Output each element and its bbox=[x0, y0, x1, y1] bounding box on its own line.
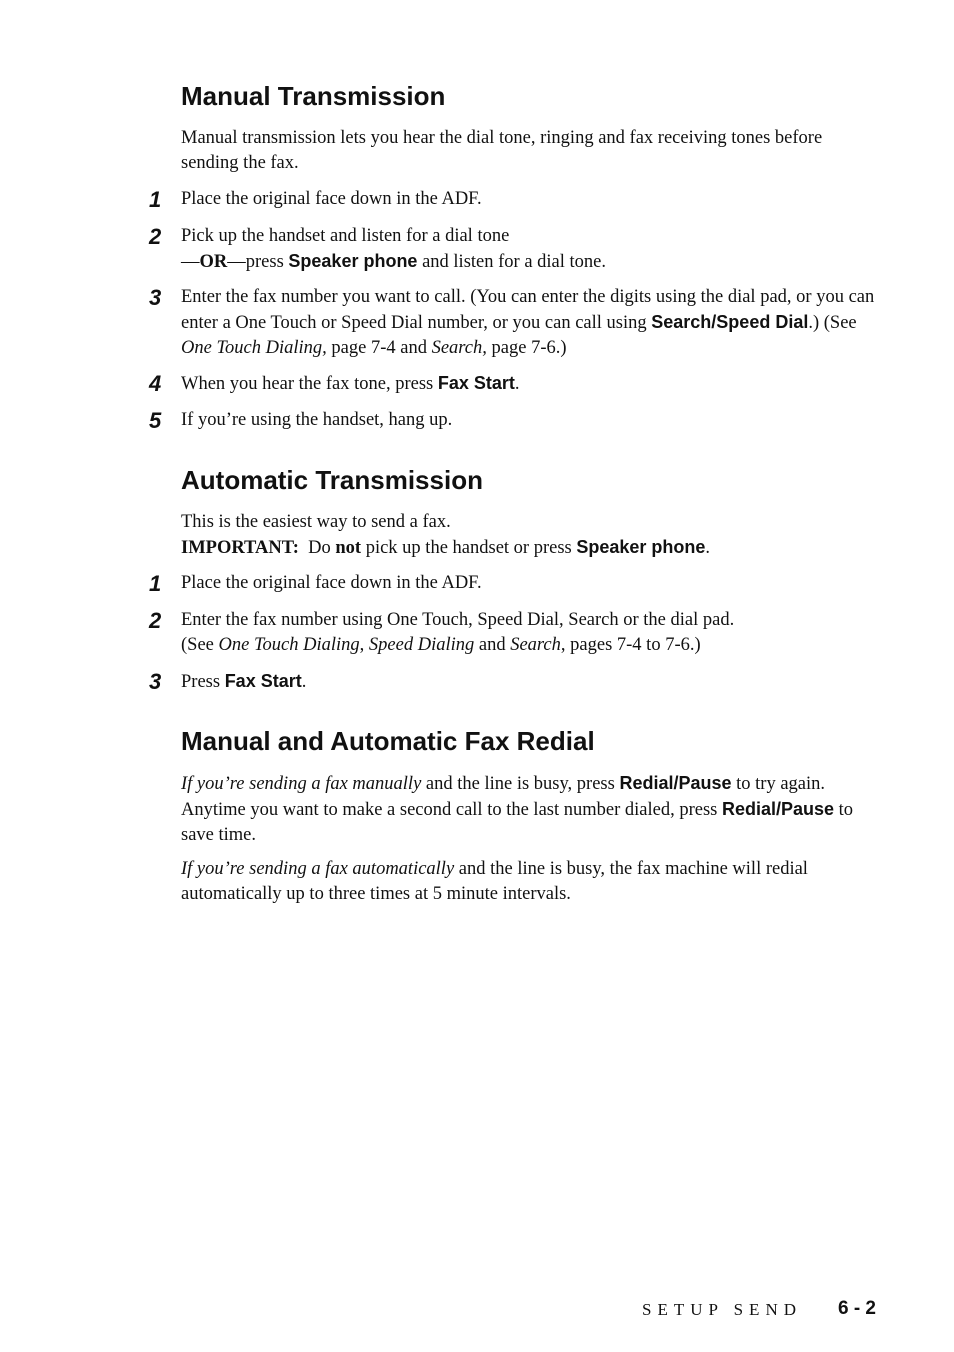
footer-section-title: SETUP SEND bbox=[642, 1300, 802, 1319]
or-label: OR bbox=[199, 252, 228, 272]
cross-reference: Search, bbox=[431, 338, 487, 358]
step-text: Pick up the handset and listen for a dial tone bbox=[181, 226, 510, 246]
step-number: 5 bbox=[149, 408, 162, 433]
step-number: 4 bbox=[149, 371, 162, 396]
manual-step-4-text bbox=[181, 371, 881, 397]
manual-intro-paragraph: Manual transmission lets you hear the dial tone, ringing and fax receiving tones before sending the fax. bbox=[181, 128, 823, 173]
step-text: —press bbox=[227, 252, 289, 272]
search-speed-dial-key: Search/Speed Dial bbox=[651, 312, 809, 332]
manual-step-5-text: If you’re using the handset, hang up. bbox=[181, 410, 453, 430]
step-text: and listen for a dial tone. bbox=[417, 252, 606, 272]
step-number: 1 bbox=[149, 187, 162, 212]
section-heading-fax-redial: Manual and Automatic Fax Redial bbox=[181, 726, 595, 756]
fax-start-key: Fax Start bbox=[437, 373, 515, 393]
step-text: and bbox=[474, 635, 511, 655]
body-text: and the line is busy, press bbox=[421, 774, 620, 794]
important-label: IMPORTANT: bbox=[181, 538, 299, 558]
automatic-step-3-text bbox=[181, 669, 881, 695]
manual-step-3-text bbox=[181, 285, 881, 361]
redial-paragraph-automatic bbox=[181, 857, 881, 907]
step-number: 1 bbox=[149, 571, 162, 596]
redial-pause-key: Redial/Pause bbox=[721, 799, 835, 819]
step-number: 3 bbox=[149, 285, 162, 310]
italic-lead: If you’re sending a fax manually bbox=[181, 774, 422, 794]
note-text: . bbox=[705, 538, 711, 558]
automatic-step-2-text bbox=[181, 608, 881, 658]
step-text: When you hear the fax tone, press bbox=[181, 374, 438, 394]
body-text: to save time. bbox=[181, 800, 854, 845]
section-heading-manual-transmission: Manual Transmission bbox=[181, 81, 446, 111]
speaker-phone-key: Speaker phone bbox=[576, 537, 706, 557]
speaker-phone-key: Speaker phone bbox=[288, 251, 418, 271]
step-text: . bbox=[301, 672, 307, 692]
body-text: to try again. Anytime you want to make a second call to the last number dialed, press bbox=[181, 774, 826, 820]
cross-reference: Search bbox=[510, 635, 561, 655]
section-heading-automatic-transmission: Automatic Transmission bbox=[181, 465, 483, 495]
step-text: Enter the fax number you want to call. (You can enter the digits using the dial pad, or you can enter a One Touch or Speed Dial number, or you can call using bbox=[181, 287, 875, 333]
step-number: 2 bbox=[149, 608, 162, 633]
step-text: (See bbox=[181, 635, 219, 655]
step-text: . bbox=[514, 374, 520, 394]
step-text: page 7-4 and bbox=[326, 338, 432, 358]
note-text: pick up the handset or press bbox=[361, 538, 577, 558]
step-text: .) (See bbox=[808, 313, 857, 333]
redial-pause-key: Redial/Pause bbox=[619, 773, 732, 793]
automatic-intro-paragraph bbox=[181, 510, 881, 561]
step-number: 3 bbox=[149, 669, 162, 694]
footer-page-number: 6 - 2 bbox=[837, 1298, 876, 1319]
manual-step-2-text bbox=[181, 224, 881, 275]
cross-reference: Speed Dialing bbox=[368, 635, 475, 655]
cross-reference: One Touch Dialing bbox=[218, 635, 360, 655]
step-text: , pages 7-4 to 7-6.) bbox=[560, 635, 701, 655]
body-text: and the line is busy, the fax machine will redial automatically up to three times at 5 minute intervals. bbox=[181, 859, 808, 904]
italic-lead: If you’re sending a fax automatically bbox=[181, 859, 455, 879]
redial-paragraph-manual bbox=[181, 771, 881, 848]
note-text: Do bbox=[298, 538, 336, 558]
step-text: Enter the fax number using One Touch, Speed Dial, Search or the dial pad. bbox=[181, 610, 735, 630]
cross-reference: One Touch Dialing, bbox=[181, 338, 327, 358]
not-emphasis: not bbox=[335, 538, 362, 558]
intro-text: This is the easiest way to send a fax. bbox=[181, 512, 451, 532]
automatic-step-1-text: Place the original face down in the ADF. bbox=[181, 573, 482, 593]
manual-step-1-text: Place the original face down in the ADF. bbox=[181, 189, 482, 209]
step-text: , bbox=[359, 635, 369, 655]
fax-start-key: Fax Start bbox=[224, 671, 302, 691]
step-text: page 7-6.) bbox=[486, 338, 567, 358]
step-text: Press bbox=[181, 672, 225, 692]
step-number: 2 bbox=[149, 224, 162, 249]
em-dash: — bbox=[181, 252, 200, 272]
